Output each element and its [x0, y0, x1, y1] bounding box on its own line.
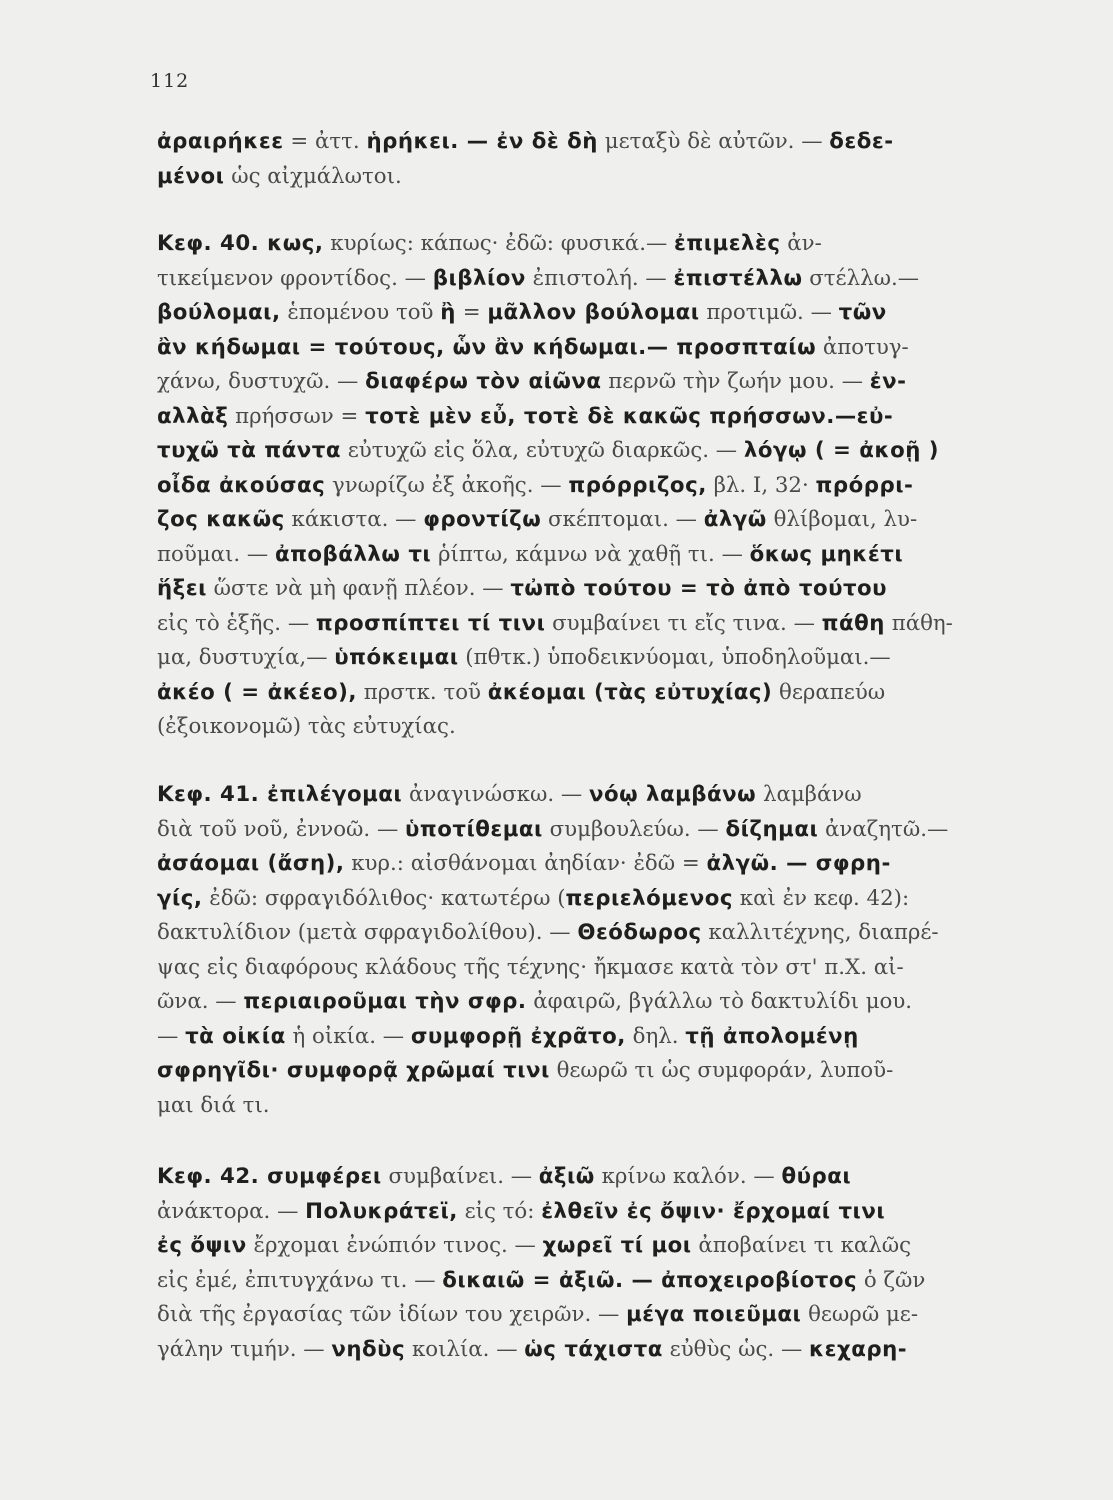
gloss-text: ἐδῶ: σφραγιδόλιθος· κατωτέρω (: [202, 885, 566, 911]
bold-lemma: ἀλγῶ. — σφρη-: [706, 851, 891, 876]
commentary-chapter-41: [157, 778, 995, 1123]
gloss-text: καὶ ἐν κεφ. 42):: [733, 885, 910, 911]
gloss-text: ἀναγινώσκω. —: [402, 782, 589, 807]
bold-lemma: ἀποβάλλω τι: [274, 541, 432, 567]
bold-lemma: δικαιῶ = ἀξιῶ. — ἀποχειροβίοτος: [442, 1267, 858, 1293]
bold-lemma: ἀκέομαι (τὰς εὐτυχίας): [487, 679, 773, 705]
bold-lemma: τῇ ἀπολομένῃ: [685, 1023, 859, 1049]
text-line: [157, 641, 995, 676]
text-line: [157, 1195, 995, 1230]
bold-lemma: ἡρήκει. — ἐν δὲ δὴ: [366, 129, 598, 154]
gloss-text: πρήσσων =: [228, 403, 366, 429]
bold-lemma: λόγῳ ( = ἀκοῇ ): [743, 438, 940, 463]
gloss-text: περνῶ τὴν ζωήν μου. —: [601, 369, 870, 394]
text-line: [157, 365, 995, 400]
bold-lemma: ἐπιστέλλω: [673, 265, 803, 291]
bold-lemma: ἀκέο ( = ἀκέεο),: [157, 679, 357, 705]
bold-lemma: δίζημαι: [725, 816, 819, 842]
gloss-text: ὥστε νὰ μὴ φανῇ πλέον. —: [206, 576, 511, 601]
bold-lemma: αλλὰξ: [157, 403, 229, 429]
bold-lemma: ἀραιρήκεε: [157, 129, 284, 154]
gloss-text: μεταξὺ δὲ αὐτῶν. —: [597, 129, 830, 154]
bold-lemma: Κεφ. 41. ἐπιλέγομαι: [157, 782, 403, 807]
gloss-text: (πθτκ.) ὑποδεικνύομαι, ὑποδηλοῦμαι.—: [458, 645, 891, 670]
gloss-text: δηλ.: [625, 1023, 686, 1049]
bold-lemma: γίς,: [157, 885, 203, 911]
gloss-text: χάνω, δυστυχῶ. —: [157, 369, 366, 394]
gloss-text: δακτυλίδιον (μετὰ σφραγιδολίθου). —: [157, 920, 578, 945]
bold-lemma: ἐλθεῖν ἐς ὄψιν· ἔρχομαί τινι: [541, 1198, 886, 1224]
text-line: [157, 400, 995, 435]
bold-lemma: κεχαρη-: [809, 1336, 908, 1362]
bold-lemma: ἀλγῶ: [703, 507, 767, 532]
text-line: [157, 1160, 995, 1195]
gloss-text: στέλλω.—: [802, 265, 920, 291]
gloss-text: ἔρχομαι ἐνώπιόν τινος. —: [246, 1233, 543, 1258]
gloss-text: κοιλία. —: [405, 1336, 525, 1362]
gloss-text: (ἐξοικονομῶ) τὰς εὐτυχίας.: [157, 714, 456, 739]
gloss-text: εἰς τὸ ἑξῆς. —: [157, 610, 316, 636]
gloss-text: συμβουλεύω. —: [542, 816, 726, 842]
bold-lemma: οἶδα ἀκούσας: [157, 472, 326, 498]
text-line: [157, 503, 995, 538]
bold-lemma: ἐπιμελὲς: [674, 231, 781, 256]
gloss-text: πάθη-: [884, 610, 953, 636]
bold-lemma: Κεφ. 40. κως,: [157, 231, 324, 256]
gloss-text: εὐθὺς ὡς. —: [662, 1336, 810, 1362]
text-line: [157, 813, 995, 848]
bold-lemma: ἢ: [440, 300, 456, 325]
text-line: [157, 1264, 995, 1299]
gloss-text: ἀν-: [780, 231, 822, 256]
bold-lemma: τοτὲ μὲν εὖ, τοτὲ δὲ κακῶς πρήσσων.—εὐ-: [365, 403, 894, 429]
text-line: [157, 160, 995, 195]
bold-lemma: δεδε-: [829, 129, 894, 154]
text-line: [157, 469, 995, 504]
bold-lemma: ὡς τάχιστα: [524, 1336, 663, 1362]
text-line: [157, 778, 995, 813]
gloss-text: συμβαίνει. —: [381, 1164, 539, 1189]
gloss-text: εἰς τό:: [457, 1198, 542, 1224]
bold-lemma: μέγα ποιεῦμαι: [626, 1302, 802, 1327]
gloss-text: σκέπτομαι. —: [541, 507, 704, 532]
gloss-text: ἀφαιρῶ, βγάλλω τὸ δακτυλίδι μου.: [526, 989, 913, 1014]
text-line: [157, 262, 995, 297]
commentary-paragraph-intro: [157, 125, 995, 194]
bold-lemma: τῶν: [838, 300, 887, 325]
bold-lemma: Κεφ. 42. συμφέρει: [157, 1164, 382, 1189]
bold-lemma: πρόρρι-: [815, 472, 914, 498]
gloss-text: θεωρῶ με-: [801, 1302, 919, 1327]
bold-lemma: Πολυκράτεϊ,: [305, 1198, 458, 1224]
bold-lemma: μένοι: [157, 163, 225, 189]
text-line: [157, 1229, 995, 1264]
gloss-text: —: [157, 1023, 186, 1049]
text-line: [157, 331, 995, 366]
gloss-text: θεραπεύω: [772, 679, 886, 705]
bold-lemma: ἐν-: [869, 369, 907, 394]
gloss-text: γάλην τιμήν. —: [157, 1336, 332, 1362]
bold-lemma: ἥξει: [157, 576, 207, 601]
bold-lemma: ἂν κήδωμαι = τούτους, ὧν ἂν κήδωμαι.— προσπταίω: [157, 334, 817, 360]
bold-lemma: συμφορῇ ἐχρᾶτο,: [410, 1023, 626, 1049]
gloss-text: κρίνω καλόν. —: [594, 1164, 782, 1189]
gloss-text: =: [455, 300, 488, 325]
bold-lemma: φροντίζω: [423, 507, 542, 532]
text-line: [157, 710, 995, 745]
gloss-text: ὁ ζῶν: [857, 1267, 926, 1293]
gloss-text: ῶνα. —: [157, 989, 244, 1014]
gloss-text: γνωρίζω ἐξ ἀκοῆς. —: [325, 472, 569, 498]
gloss-text: εἰς ἐμέ, ἐπιτυγχάνω τι. —: [157, 1267, 443, 1293]
gloss-text: διὰ τῆς ἐργασίας τῶν ἰδίων του χειρῶν. —: [157, 1302, 627, 1327]
bold-lemma: ἀσάομαι (ἄση),: [157, 851, 345, 876]
bold-lemma: τὠπὸ τούτου = τὸ ἀπὸ τούτου: [510, 576, 888, 601]
gloss-text: μαι διά τι.: [157, 1092, 270, 1118]
text-line: [157, 1298, 995, 1333]
bold-lemma: θύραι: [781, 1164, 852, 1189]
text-line: [157, 676, 995, 711]
bold-lemma: τυχῶ τὰ πάντα: [157, 438, 341, 463]
bold-lemma: νηδὺς: [331, 1336, 406, 1362]
text-line: [157, 227, 995, 262]
bold-lemma: χωρεῖ τί μοι: [542, 1233, 692, 1258]
text-line: [157, 296, 995, 331]
gloss-text: ψας εἰς διαφόρους κλάδους τῆς τέχνης· ἤκμασε κατὰ τὸν στ' π.Χ. αἰ-: [157, 954, 904, 980]
text-line: [157, 985, 995, 1020]
text-line: [157, 847, 995, 882]
gloss-text: τικείμενον φροντίδος. —: [157, 265, 433, 291]
bold-lemma: ὅκως μηκέτι: [749, 541, 904, 567]
text-line: [157, 434, 995, 469]
bold-lemma: ὑπόκειμαι: [334, 645, 459, 670]
gloss-text: ῥίπτω, κάμνω νὰ χαθῇ τι. —: [431, 541, 750, 567]
gloss-text: κυρίως: κάπως· ἐδῶ: φυσικά.—: [323, 231, 675, 256]
gloss-text: = ἀττ.: [283, 129, 367, 154]
gloss-text: λαμβάνω: [756, 782, 862, 807]
gloss-text: διὰ τοῦ νοῦ, ἐννοῶ. —: [157, 816, 406, 842]
commentary-chapter-40: [157, 227, 995, 745]
text-line: [157, 572, 995, 607]
bold-lemma: περιαιροῦμαι τὴν σφρ.: [243, 989, 527, 1014]
gloss-text: καλλιτέχνης, διαπρέ-: [701, 920, 939, 945]
bold-lemma: μᾶλλον βούλομαι: [487, 300, 700, 325]
bold-lemma: σφρηγῖδι· συμφορᾷ χρῶμαί τινι: [157, 1058, 550, 1083]
page-number: 112: [150, 70, 190, 92]
text-line: [157, 538, 995, 573]
bold-lemma: τὰ οἰκία: [185, 1023, 286, 1049]
gloss-text: ἀνάκτορα. —: [157, 1198, 306, 1224]
text-line: [157, 916, 995, 951]
gloss-text: ἑπομένου τοῦ: [280, 300, 441, 325]
text-line: [157, 1089, 995, 1124]
gloss-text: ἀποτυγ-: [816, 334, 909, 360]
text-line: [157, 1020, 995, 1055]
bold-lemma: διαφέρω τὸν αἰῶνα: [365, 369, 602, 394]
bold-lemma: ὑποτίθεμαι: [405, 816, 543, 842]
gloss-text: ἀποβαίνει τι καλῶς: [691, 1233, 912, 1258]
gloss-text: πρστκ. τοῦ: [357, 679, 488, 705]
gloss-text: βλ. Ι, 32·: [706, 472, 816, 498]
gloss-text: ὡς αἰχμάλωτοι.: [224, 163, 402, 189]
gloss-text: ἡ οἰκία. —: [285, 1023, 411, 1049]
gloss-text: κυρ.: αἰσθάνομαι ἀηδίαν· ἐδῶ =: [344, 851, 707, 876]
gloss-text: εὐτυχῶ εἰς ὅλα, εὐτυχῶ διαρκῶς. —: [340, 438, 744, 463]
bold-lemma: περιελόμενος: [565, 885, 734, 911]
text-line: [157, 882, 995, 917]
gloss-text: ἀναζητῶ.—: [818, 816, 949, 842]
text-line: [157, 607, 995, 642]
bold-lemma: ἀξιῶ: [538, 1164, 595, 1189]
gloss-text: προτιμῶ. —: [699, 300, 839, 325]
gloss-text: συμβαίνει τι εἴς τινα. —: [545, 610, 822, 636]
gloss-text: κάκιστα. —: [284, 507, 424, 532]
gloss-text: μα, δυστυχία,—: [157, 645, 335, 670]
text-line: [157, 125, 995, 160]
bold-lemma: Θεόδωρος: [577, 920, 702, 945]
bold-lemma: νόῳ λαμβάνω: [588, 782, 757, 807]
bold-lemma: ζος κακῶς: [157, 507, 285, 532]
bold-lemma: ἐς ὄψιν: [157, 1233, 247, 1258]
gloss-text: θεωρῶ τι ὡς συμφοράν, λυποῦ-: [549, 1058, 894, 1083]
commentary-chapter-42: [157, 1160, 995, 1367]
bold-lemma: προσπίπτει τί τινι: [315, 610, 546, 636]
gloss-text: θλίβομαι, λυ-: [766, 507, 918, 532]
bold-lemma: πρόρριζος,: [568, 472, 707, 498]
gloss-text: ποῦμαι. —: [157, 541, 275, 567]
text-line: [157, 1333, 995, 1368]
text-line: [157, 1054, 995, 1089]
bold-lemma: βούλομαι,: [157, 300, 281, 325]
text-line: [157, 951, 995, 986]
bold-lemma: βιβλίον: [432, 265, 526, 291]
bold-lemma: πάθη: [821, 610, 885, 636]
gloss-text: ἐπιστολή. —: [525, 265, 674, 291]
